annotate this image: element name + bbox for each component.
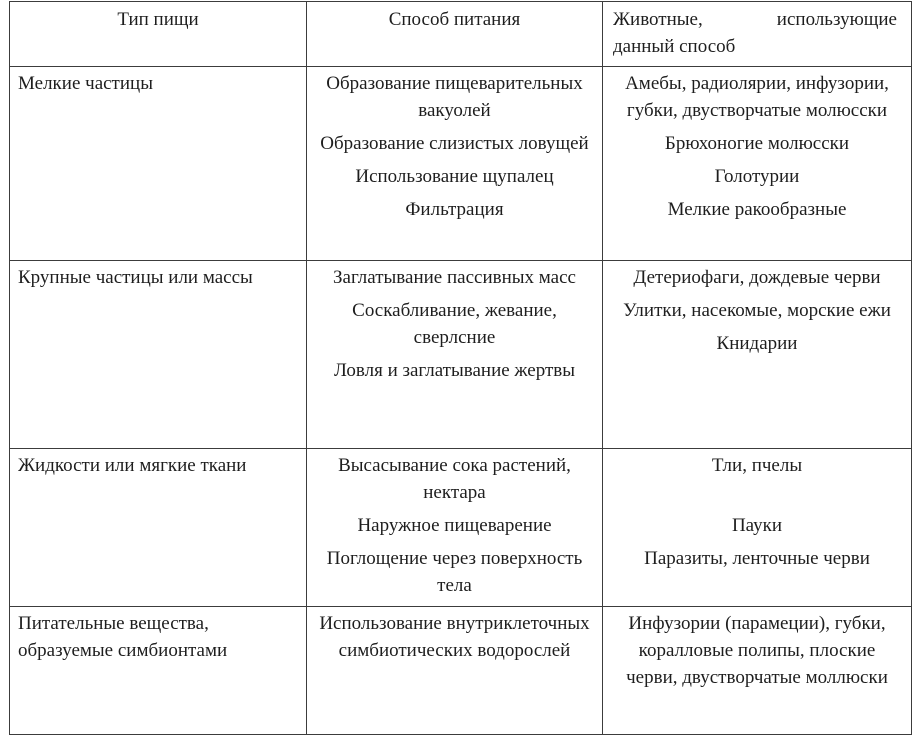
feeding-method-cell <box>307 67 603 261</box>
feeding-method-item: Высасывание сока растений, нектара <box>338 455 571 503</box>
header-feeding-method: Способ питания <box>307 2 603 67</box>
feeding-method-item: Образование пищеварительных вакуолей <box>326 73 583 121</box>
header-food-type: Тип пищи <box>10 2 307 67</box>
animals-cell <box>603 67 912 261</box>
feeding-method-item: Наружное пищеварение <box>357 515 552 536</box>
feeding-method-item: Использование внутриклеточных симбиотических водорослей <box>319 613 590 661</box>
feeding-method-cell <box>307 261 603 449</box>
animals-item: Улитки, насекомые, морские ежи <box>623 300 891 321</box>
feeding-method-item: Заглатывание пассивных масс <box>333 267 576 288</box>
food-type-cell: Крупные частицы или массы <box>10 261 307 449</box>
animals-item: Тли, пчелы <box>711 455 803 476</box>
animals-item: Детериофаги, дождевые черви <box>633 267 881 288</box>
header-row <box>10 2 912 67</box>
table-row <box>10 67 912 261</box>
animals-cell <box>603 607 912 735</box>
animals-item: Голотурии <box>714 166 800 187</box>
animals-item: Паразиты, ленточные черви <box>644 548 870 569</box>
feeding-method-cell <box>307 607 603 735</box>
animals-item: Инфузории (парамеции), губки, коралловые полипы, плоские черви, двустворчатые моллюски <box>626 613 888 688</box>
table-row <box>10 261 912 449</box>
animals-item: Книдарии <box>716 333 798 354</box>
feeding-method-item: Образование слизистых ловущей <box>320 133 589 154</box>
header-animals-word-1: Животные, <box>613 9 703 30</box>
header-animals-line-1 <box>613 6 897 33</box>
animals-cell <box>603 449 912 607</box>
animals-item: Пауки <box>731 515 783 536</box>
feeding-method-item: Использование щупалец <box>355 166 554 187</box>
table-row <box>10 449 912 607</box>
animals-item: Брюхоногие молюсски <box>664 133 850 154</box>
food-type-cell: Питательные вещества, образуемые симбионтами <box>10 607 307 735</box>
feeding-method-item: Фильтрация <box>405 199 504 220</box>
animals-cell <box>603 261 912 449</box>
header-animals-word-2: использующие <box>776 9 897 30</box>
feeding-method-cell <box>307 449 603 607</box>
table-row <box>10 607 912 735</box>
food-type-cell: Мелкие частицы <box>10 67 307 261</box>
header-animals-line-2: данный способ <box>613 36 736 57</box>
food-type-cell: Жидкости или мягкие ткани <box>10 449 307 607</box>
animals-item: Амебы, радиолярии, инфузории, губки, двустворчатые молюсски <box>625 73 889 121</box>
feeding-method-item: Ловля и заглатывание жертвы <box>333 360 576 381</box>
animals-item: Мелкие ракообразные <box>667 199 847 220</box>
feeding-method-item: Поглощение через поверхность тела <box>326 548 583 596</box>
header-animals <box>603 2 912 67</box>
feeding-methods-table <box>9 1 912 735</box>
feeding-method-item: Соскабливание, жевание, сверлсние <box>352 300 557 348</box>
